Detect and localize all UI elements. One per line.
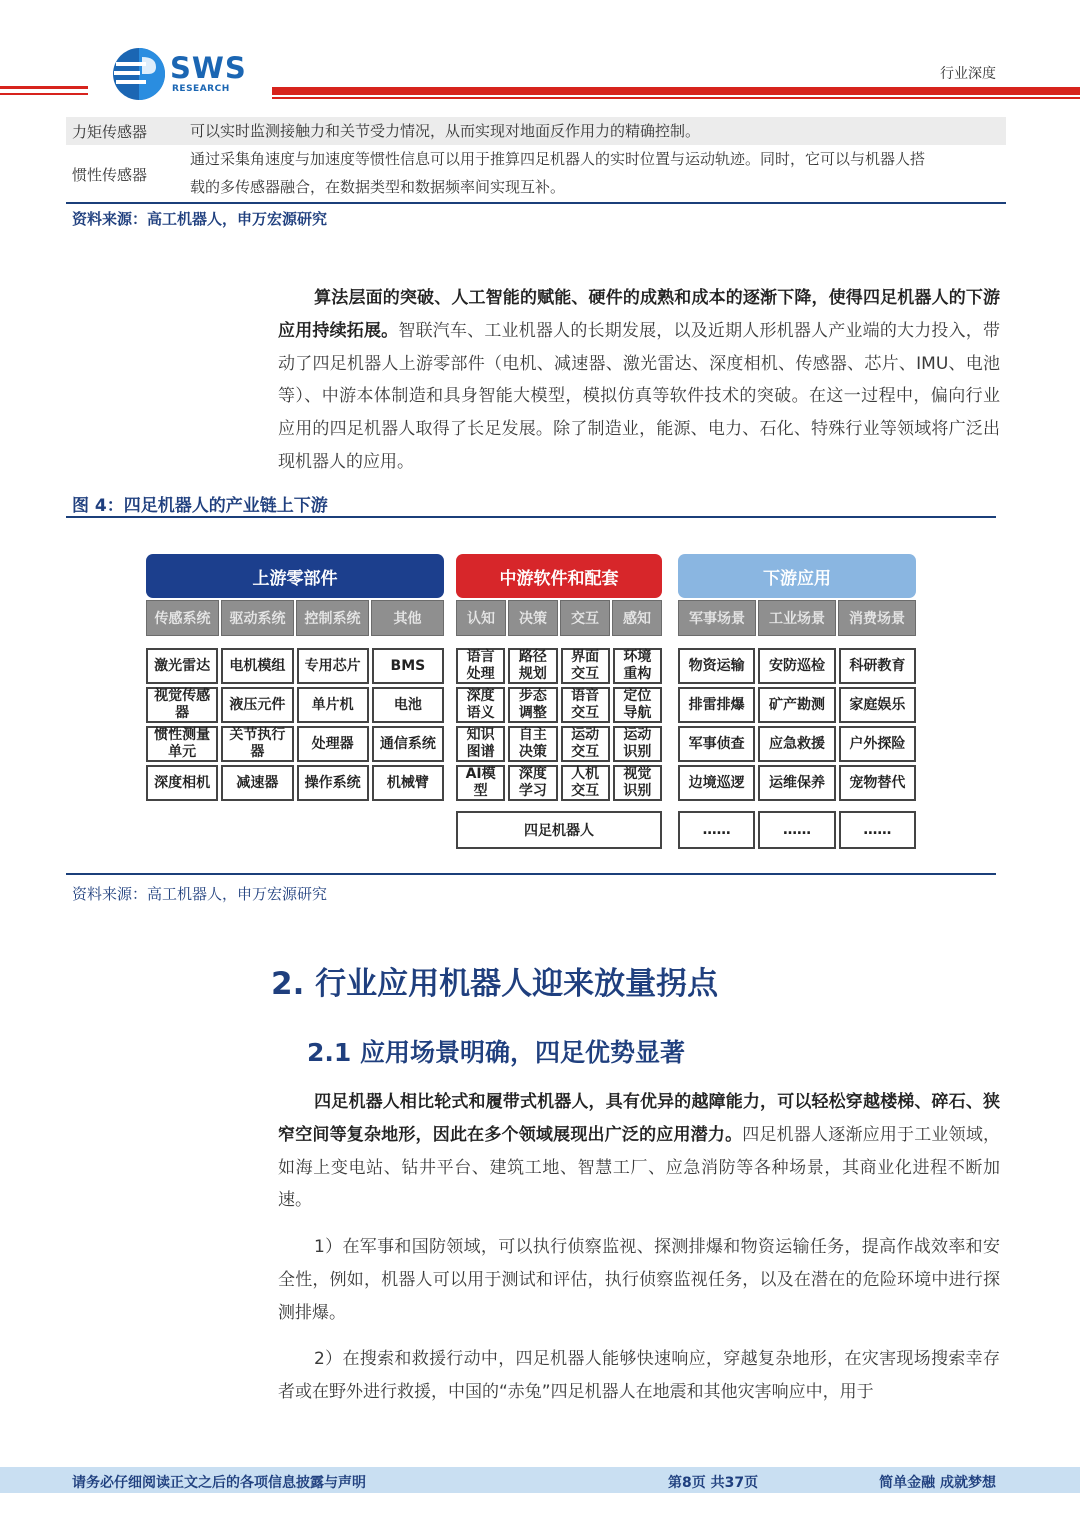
category-cell: 决策 bbox=[508, 600, 558, 636]
category-cell: 交互 bbox=[560, 600, 610, 636]
sensor-desc-line: 通过采集角速度与加速度等惯性信息可以用于推算四足机器人的实时位置与运动轨迹。同时，它可以与机器人搭 bbox=[190, 150, 926, 168]
figure-title: 图 4：四足机器人的产业链上下游 bbox=[72, 496, 328, 516]
chain-cell: 电机模组 bbox=[221, 648, 293, 684]
chain-cell: 关节执行器 bbox=[221, 726, 293, 762]
category-cell: 传感系统 bbox=[146, 600, 219, 636]
chain-cell: 宠物替代 bbox=[839, 765, 916, 801]
chain-cell: 语音交互 bbox=[561, 687, 610, 723]
ellipsis-cell: …… bbox=[839, 811, 916, 849]
chain-cell: 步态调整 bbox=[508, 687, 557, 723]
ellipsis-cell: …… bbox=[758, 811, 835, 849]
sensor-desc bbox=[178, 145, 1006, 203]
chain-cell: 安防巡检 bbox=[758, 648, 835, 684]
chain-cell: 操作系统 bbox=[297, 765, 369, 801]
table-source: 资料来源：高工机器人，申万宏源研究 bbox=[72, 210, 328, 228]
paragraph-bold: 算法层面的突破、人工智能的赋能、硬件的成熟和成本的逐渐下降，使得四足机器人的下游应用持续拓展。 bbox=[278, 288, 1000, 341]
chain-cell: 环境重构 bbox=[613, 648, 662, 684]
chain-cell: 机械臂 bbox=[372, 765, 444, 801]
midstream-grid bbox=[456, 648, 662, 801]
footer-slogan: 简单金融 成就梦想 bbox=[879, 1475, 996, 1491]
chain-cell: 运动识别 bbox=[613, 726, 662, 762]
chain-cell: AI模型 bbox=[456, 765, 505, 801]
chain-cell: 知识图谱 bbox=[456, 726, 505, 762]
downstream-more bbox=[678, 811, 916, 849]
chain-cell: 自主决策 bbox=[508, 726, 557, 762]
header-rule-left-thin bbox=[0, 93, 88, 95]
table-row bbox=[66, 117, 1006, 145]
chain-cell: 军事侦查 bbox=[678, 726, 755, 762]
sensor-name: 惯性传感器 bbox=[72, 165, 148, 184]
paragraph-bold: 四足机器人相比轮式和履带式机器人，具有优异的越障能力，可以轻松穿越楼梯、碎石、狭窄空间等复杂地形，因此在多个领域展现出广泛的应用潜力。 bbox=[278, 1092, 1000, 1145]
upstream-header: 上游零部件 bbox=[146, 554, 444, 598]
footer-page: 第8页 共37页 bbox=[668, 1475, 759, 1491]
category-cell: 军事场景 bbox=[678, 600, 756, 636]
sensor-table bbox=[66, 117, 1006, 203]
category-cell: 工业场景 bbox=[758, 600, 836, 636]
chain-cell: 人机交互 bbox=[561, 765, 610, 801]
chain-cell: 运维保养 bbox=[758, 765, 835, 801]
category-cell: 感知 bbox=[612, 600, 662, 636]
logo-text: SWS bbox=[170, 51, 247, 85]
chain-cell: 深度相机 bbox=[146, 765, 218, 801]
chain-cell: 深度学习 bbox=[508, 765, 557, 801]
downstream-categories bbox=[678, 600, 916, 636]
category-cell: 驱动系统 bbox=[221, 600, 294, 636]
chain-cell: 运动交互 bbox=[561, 726, 610, 762]
chain-cell: 电池 bbox=[372, 687, 444, 723]
chain-cell: 减速器 bbox=[221, 765, 293, 801]
section-label: 行业深度 bbox=[940, 66, 996, 82]
downstream-grid bbox=[678, 648, 916, 801]
midstream-header: 中游软件和配套 bbox=[456, 554, 662, 598]
chain-cell: 语言处理 bbox=[456, 648, 505, 684]
upstream-categories bbox=[146, 600, 444, 636]
header-rule-right bbox=[272, 87, 1080, 95]
category-cell: 认知 bbox=[456, 600, 506, 636]
chain-cell: 户外探险 bbox=[839, 726, 916, 762]
downstream-header: 下游应用 bbox=[678, 554, 916, 598]
chain-cell: 处理器 bbox=[297, 726, 369, 762]
sensor-desc-line: 载的多传感器融合，在数据类型和数据频率间实现互补。 bbox=[190, 178, 566, 196]
sws-globe-icon bbox=[112, 47, 166, 101]
chain-cell: 边境巡逻 bbox=[678, 765, 755, 801]
table-row bbox=[66, 145, 1006, 203]
chain-cell: 视觉识别 bbox=[613, 765, 662, 801]
chain-cell: BMS bbox=[372, 648, 444, 684]
chain-cell: 通信系统 bbox=[372, 726, 444, 762]
footer-disclaimer: 请务必仔细阅读正文之后的各项信息披露与声明 bbox=[72, 1475, 366, 1491]
paragraph bbox=[278, 1231, 1000, 1329]
chain-cell: 深度语义 bbox=[456, 687, 505, 723]
paragraph-text: 智联汽车、工业机器人的长期发展，以及近期人形机器人产业端的大力投入，带动了四足机器人上游零部件（电机、减速器、激光雷达、深度相机、传感器、芯片、IMU、电池等）、中游本体制造和具身智能大模型，模拟仿真等软件技术的突破。在这一过程中，偏向行业应用的四足机器人取得了长足发展。除了制造业，能源、电力、石化、特殊行业等领域将广泛出现机器人的应用。 bbox=[278, 320, 1001, 472]
chain-cell: 排雷排爆 bbox=[678, 687, 755, 723]
upstream-grid bbox=[146, 648, 444, 801]
sws-logo bbox=[112, 47, 257, 103]
chain-cell: 激光雷达 bbox=[146, 648, 218, 684]
header-rule-right-thin bbox=[272, 97, 1080, 99]
paragraph bbox=[278, 1343, 1000, 1409]
chain-cell: 界面交互 bbox=[561, 648, 610, 684]
header-rule-left bbox=[0, 86, 88, 89]
category-cell: 其他 bbox=[371, 600, 444, 636]
midstream-categories bbox=[456, 600, 662, 636]
category-cell: 消费场景 bbox=[838, 600, 916, 636]
figure-bottom-rule bbox=[66, 873, 996, 875]
chain-cell: 液压元件 bbox=[221, 687, 293, 723]
figure-source: 资料来源：高工机器人，申万宏源研究 bbox=[72, 885, 328, 903]
figure-top-rule bbox=[66, 516, 996, 518]
table-bottom-rule bbox=[66, 202, 1006, 204]
chain-cell: 专用芯片 bbox=[297, 648, 369, 684]
paragraph bbox=[278, 282, 1000, 479]
paragraph-text: 四足机器人逐渐应用于工业领域，如海上变电站、钻井平台、建筑工地、智慧工厂、应急消防等各种场景，其商业化进程不断加速。 bbox=[278, 1124, 1001, 1211]
chain-cell: 应急救援 bbox=[758, 726, 835, 762]
category-cell: 控制系统 bbox=[296, 600, 369, 636]
sensor-name: 力矩传感器 bbox=[72, 122, 148, 141]
paragraph-text: 1）在军事和国防领域，可以执行侦察监视、探测排爆和物资运输任务，提高作战效率和安全性，例如，机器人可以用于测试和评估，执行侦察监视任务，以及在潜在的危险环境中进行探测排爆。 bbox=[278, 1237, 1000, 1323]
logo-subtext: RESEARCH bbox=[172, 84, 230, 94]
chain-cell: 惯性测量单元 bbox=[146, 726, 218, 762]
paragraph bbox=[278, 1086, 1000, 1217]
chain-cell: 视觉传感器 bbox=[146, 687, 218, 723]
subsection-heading: 2.1 应用场景明确，四足优势显著 bbox=[307, 1038, 685, 1067]
chain-cell: 科研教育 bbox=[839, 648, 916, 684]
section-heading: 2. 行业应用机器人迎来放量拐点 bbox=[271, 966, 719, 1002]
chain-cell: 定位导航 bbox=[613, 687, 662, 723]
ellipsis-cell: …… bbox=[678, 811, 755, 849]
chain-cell: 单片机 bbox=[297, 687, 369, 723]
chain-cell: 路径规划 bbox=[508, 648, 557, 684]
chain-cell: 家庭娱乐 bbox=[839, 687, 916, 723]
chain-cell: 物资运输 bbox=[678, 648, 755, 684]
chain-cell: 矿产勘测 bbox=[758, 687, 835, 723]
product-box: 四足机器人 bbox=[456, 811, 662, 849]
sensor-desc: 可以实时监测接触力和关节受力情况，从而实现对地面反作用力的精确控制。 bbox=[190, 122, 701, 140]
paragraph-text: 2）在搜索和救援行动中，四足机器人能够快速响应，穿越复杂地形，在灾害现场搜索幸存者或在野外进行救援，中国的“赤兔”四足机器人在地震和其他灾害响应中，用于 bbox=[278, 1349, 1000, 1402]
